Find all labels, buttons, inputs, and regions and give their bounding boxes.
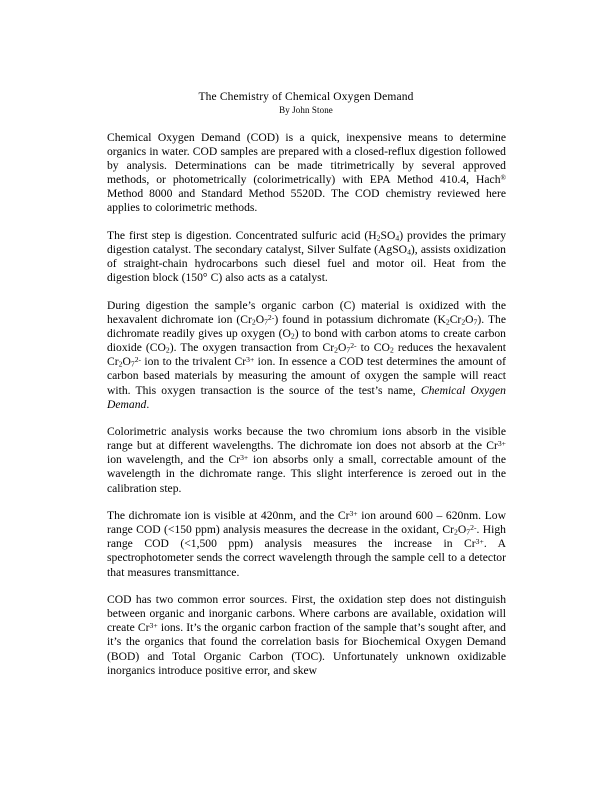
p4-seg-2: ion wavelength, and the Cr [107, 453, 241, 467]
formula-cr2o7-charge: 2- [267, 312, 275, 322]
formula-h2so4-sub-4: 4 [395, 233, 400, 243]
formula-cr2o7c-charge: 2- [134, 355, 142, 365]
formula-cr3plus-charge-a: 3+ [497, 439, 506, 449]
formula-o2-sub: 2 [290, 331, 295, 341]
p2-seg-2: SO [380, 229, 396, 243]
formula-cr2o7d-sub-2: 2 [454, 527, 458, 537]
formula-cr2o7b-charge: 2- [350, 341, 357, 351]
italic-term-chemical-oxygen-demand: Chemical Oxygen Demand [107, 383, 506, 411]
p1-seg-2: Method 8000 and Standard Method 5520D. The COD chemistry reviewed here applies to colorimetric methods. [107, 187, 506, 215]
paragraph-intro [107, 131, 506, 216]
paragraph-digestion [107, 229, 506, 285]
p6-seg-0: COD has two common error sources. First, the oxidation step does not distinguish between organic and inorganic carbons. Where carbons are available, oxidation will create Cr [107, 593, 506, 635]
formula-cr3plus-charge-b: 3+ [240, 453, 249, 463]
formula-cr2o7-sub-2: 2 [251, 317, 256, 327]
p3-seg-22: reduces the hexavalent Cr [107, 341, 506, 369]
p3-seg-11: ). The dichromate readily gives up oxygen (O [107, 313, 506, 341]
paragraph-wavelengths [107, 509, 506, 579]
formula-co2-sub: 2 [165, 345, 170, 355]
p3-seg-31: . [146, 397, 150, 411]
p5-seg-4: O [457, 523, 467, 537]
p5-seg-7: . High range COD (<1,500 ppm) analysis measures the increase in Cr [107, 523, 506, 551]
p3-seg-7: Cr [449, 313, 462, 327]
document-header [107, 90, 505, 117]
p3-seg-29: ion. In essence a COD test determines the amount of carbon based materials by measuring the amount of oxygen the sample will react with. This oxygen transaction is the source of the test’s name, [107, 355, 506, 397]
formula-h2so4-sub-2: 2 [376, 233, 381, 243]
formula-cr3plus-charge: 3+ [246, 355, 255, 365]
formula-agso4-sub-4: 4 [407, 247, 411, 257]
p3-seg-13: ) to bond with carbon atoms to create carbon dioxide (CO [107, 327, 506, 355]
p6-seg-2: ions. It’s the organic carbon fraction of the sample that’s sought after, and it’s the organics that found the correlation basis for Biochemical Oxygen Demand (BOD) and Total Organic Carbon (TOC). Unfortunately unknown oxidizable inorganics introduce positive error, and skew [107, 621, 506, 677]
formula-cr2o7d-sub-7: 7 [466, 527, 471, 537]
p3-seg-9: O [465, 313, 474, 327]
document-body [107, 131, 506, 678]
formula-cr2o7d-charge: 2- [470, 523, 477, 533]
formula-cr2o7c-sub-2: 2 [118, 359, 123, 369]
formula-cr2o7c-sub-7: 7 [130, 359, 135, 369]
p3-seg-17: O [337, 341, 347, 355]
formula-cr3plus-charge-e: 3+ [149, 621, 158, 631]
p5-seg-9: . A spectrophotometer sends the correct wavelength through the sample cell to a detector that measures transmittance. [107, 537, 506, 579]
page-title: The Chemistry of Chemical Oxygen Demand [198, 91, 414, 103]
p5-seg-2: ion around 600 – 620nm. Low range COD (<150 ppm) analysis measures the decrease in the oxidant, Cr [107, 509, 506, 537]
p3-seg-24: O [122, 355, 131, 369]
p3-seg-0: During digestion the sample’s organic carbon (C) material is oxidized with the hexavalent dichromate ion (Cr [107, 298, 506, 327]
formula-cr2o7-sub-7: 7 [264, 317, 268, 327]
p5-seg-0: The dichromate ion is visible at 420nm, and the Cr [107, 509, 350, 523]
formula-k2cr2o7-sub-o7: 7 [473, 317, 478, 327]
document-byline: By John Stone [279, 105, 333, 115]
formula-cr2o7b-sub-2: 2 [334, 345, 338, 355]
formula-cr3plus-charge-c: 3+ [349, 508, 358, 518]
p3-seg-27: ion to the trivalent Cr [141, 355, 247, 369]
registered-trademark-symbol: ® [500, 174, 506, 183]
formula-k2cr2o7-sub-cr2: 2 [461, 317, 466, 327]
p3-seg-5: ) found in potassium dichromate (K [274, 313, 446, 327]
p3-seg-20: to CO [356, 341, 390, 355]
p2-seg-4: ) provides the primary digestion catalyst. The secondary catalyst, Silver Sulfate (AgSO [107, 229, 506, 257]
paragraph-oxidation [107, 299, 506, 412]
formula-co2b-sub: 2 [389, 345, 394, 355]
formula-cr3plus-charge-d: 3+ [475, 537, 484, 547]
formula-cr2o7b-sub-7: 7 [346, 345, 351, 355]
p1-seg-0: Chemical Oxygen Demand (COD) is a quick, inexpensive means to determine organics in water. COD samples are prepared with a closed-reflux digestion followed by analysis. Determinations can be made titrimetrically by several approved methods, or photometrically (colorimetrically) with EPA Method 410.4, Hach [107, 131, 506, 187]
formula-k2cr2o7-sub-k2: 2 [445, 317, 450, 327]
p3-seg-2: O [255, 313, 265, 327]
p2-seg-6: ), assists oxidization of straight-chain hydrocarbons such diesel fuel and motor oil. Heat from the digestion block (150° C) also acts as a catalyst. [107, 243, 506, 285]
paragraph-error-sources [107, 593, 506, 678]
paragraph-colorimetric [107, 425, 506, 495]
p2-seg-0: The first step is digestion. Concentrated sulfuric acid (H [107, 229, 377, 243]
p3-seg-15: ). The oxygen transaction from Cr [169, 341, 335, 355]
p4-seg-4: ion absorbs only a small, correctable amount of the wavelength in the dichromate range. This slight interference is zeroed out in the calibration step. [107, 453, 507, 495]
p4-seg-0: Colorimetric analysis works because the two chromium ions absorb in the visible range but at different wavelengths. The dichromate ion does not absorb at the Cr [107, 425, 506, 453]
